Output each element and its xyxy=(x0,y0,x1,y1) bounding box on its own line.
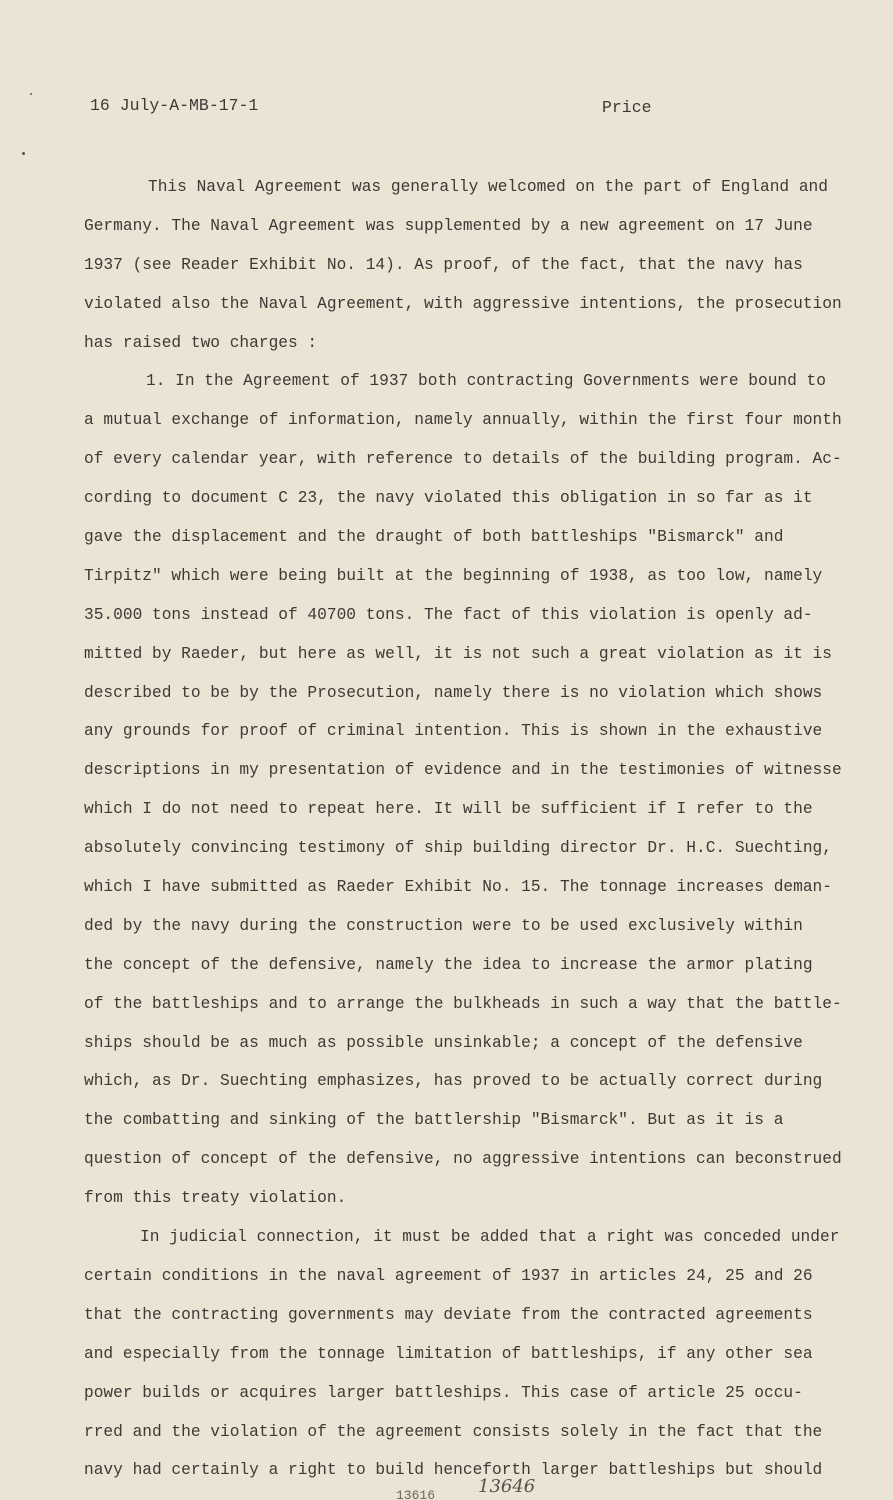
text-line: violated also the Naval Agreement, with aggressive intentions, the prosecution xyxy=(84,294,842,313)
text-line: from this treaty violation. xyxy=(84,1189,347,1208)
text-line: This Naval Agreement was generally welcomed on the part of England and xyxy=(148,178,828,196)
text-line: which I do not need to repeat here. It will be sufficient if I refer to the xyxy=(84,800,813,819)
paper-speck xyxy=(22,152,25,155)
text-line: In judicial connection, it must be added that a right was conceded under xyxy=(140,1228,840,1247)
paragraph-intro xyxy=(84,168,854,362)
text-line: which, as Dr. Suechting emphasizes, has proved to be actually correct during xyxy=(84,1072,823,1091)
text-line: ships should be as much as possible unsinkable; a concept of the defensive xyxy=(84,1033,803,1052)
text-line: absolutely convincing testimony of ship building director Dr. H.C. Suechting, xyxy=(84,839,832,858)
text-line: question of concept of the defensive, no aggressive intentions can beconstrued xyxy=(84,1150,842,1169)
text-line: 35.000 tons instead of 40700 tons. The fact of this violation is openly ad- xyxy=(84,605,813,624)
text-line: Germany. The Naval Agreement was supplemented by a new agreement on 17 June xyxy=(84,216,813,235)
text-line: 1. In the Agreement of 1937 both contracting Governments were bound to xyxy=(146,372,826,391)
handwritten-page-number: 13646 xyxy=(478,1476,536,1497)
document-body xyxy=(84,168,854,1490)
text-line: descriptions in my presentation of evidence and in the testimonies of witnesse xyxy=(84,761,842,780)
text-line: certain conditions in the naval agreement of 1937 in articles 24, 25 and 26 xyxy=(84,1266,813,1285)
text-line: ded by the navy during the construction were to be used exclusively within xyxy=(84,916,803,935)
text-line: the concept of the defensive, namely the idea to increase the armor plating xyxy=(84,955,813,974)
text-line: the combatting and sinking of the battlership "Bismarck". But as it is a xyxy=(84,1111,784,1130)
text-line: any grounds for proof of criminal intention. This is shown in the exhaustive xyxy=(84,722,823,741)
text-line: Tirpitz" which were being built at the beginning of 1938, as too low, namely xyxy=(84,566,823,585)
text-line: that the contracting governments may deviate from the contracted agreements xyxy=(84,1305,813,1324)
text-line: has raised two charges : xyxy=(84,333,318,352)
text-line: 1937 (see Reader Exhibit No. 14). As proof, of the fact, that the navy has xyxy=(84,255,803,274)
text-line: navy had certainly a right to build henceforth larger battleships but should xyxy=(84,1461,823,1480)
text-line: of the battleships and to arrange the bulkheads in such a way that the battle- xyxy=(84,994,842,1013)
paragraph-judicial xyxy=(84,1218,854,1490)
text-line: described to be by the Prosecution, namely there is no violation which shows xyxy=(84,683,823,702)
typed-page-number: 13616 xyxy=(396,1488,436,1500)
text-line: of every calendar year, with reference to details of the building program. Ac- xyxy=(84,450,842,469)
text-line: gave the displacement and the draught of both battleships "Bismarck" and xyxy=(84,528,784,547)
text-line: and especially from the tonnage limitation of battleships, if any other sea xyxy=(84,1344,813,1363)
text-line: a mutual exchange of information, namely annually, within the first four month xyxy=(84,411,842,430)
text-line: mitted by Raeder, but here as well, it is not such a great violation as it is xyxy=(84,644,832,663)
text-line: power builds or acquires larger battleships. This case of article 25 occu- xyxy=(84,1383,803,1402)
text-line: cording to document C 23, the navy violated this obligation in so far as it xyxy=(84,489,813,508)
text-line: which I have submitted as Raeder Exhibit No. 15. The tonnage increases deman- xyxy=(84,878,832,897)
speaker-name: Price xyxy=(602,98,652,117)
paragraph-charge-one xyxy=(84,362,854,1218)
page-reference: 16 July-A-MB-17-1 xyxy=(90,96,259,115)
text-line: rred and the violation of the agreement consists solely in the fact that the xyxy=(84,1422,823,1441)
paper-speck xyxy=(30,93,32,95)
